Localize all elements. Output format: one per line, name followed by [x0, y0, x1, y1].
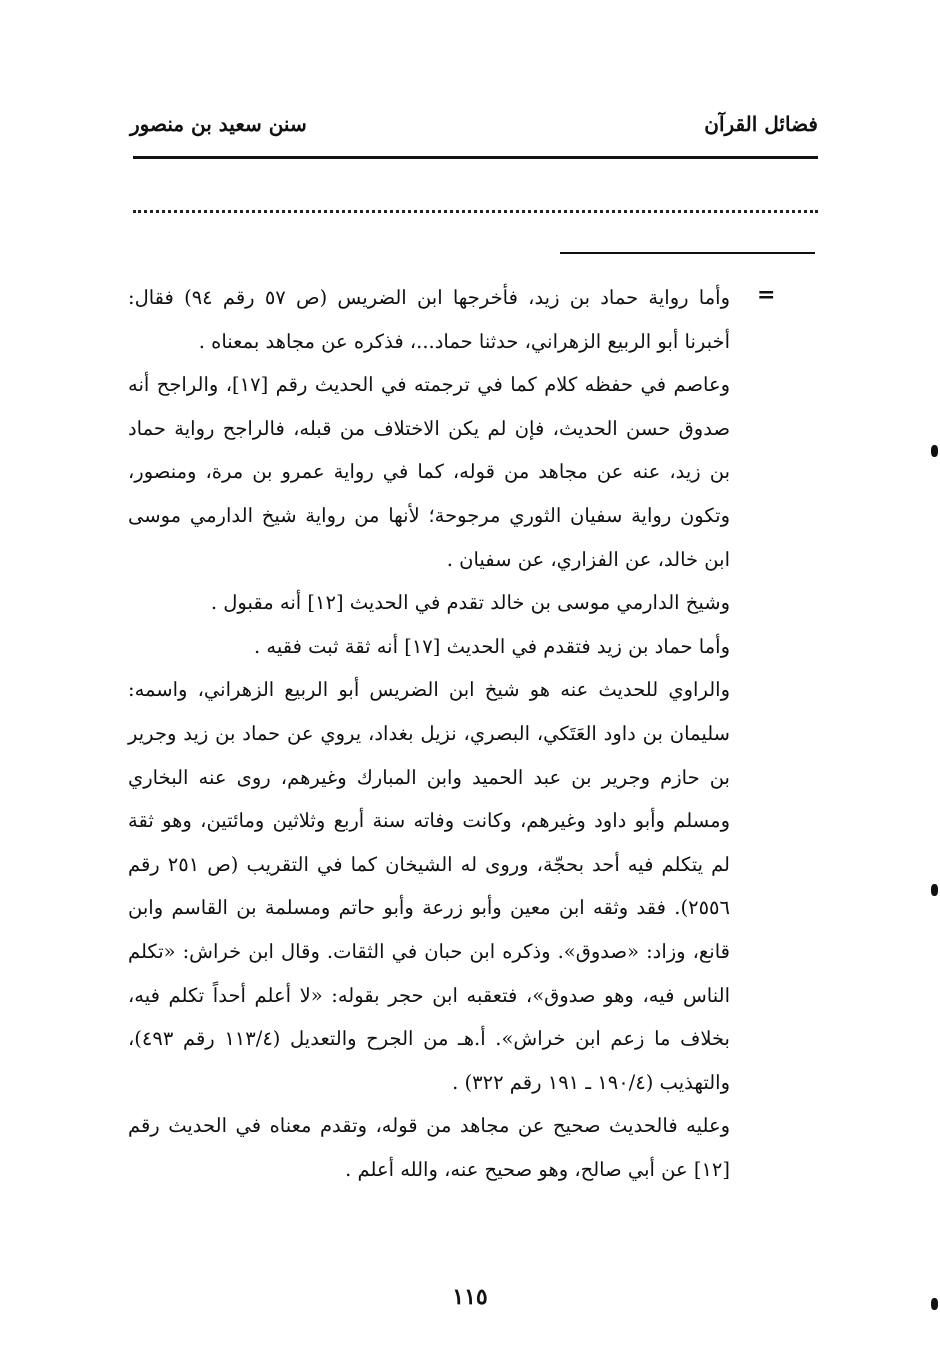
running-header [130, 112, 818, 146]
scan-margin-mark [931, 1298, 938, 1310]
scan-margin-mark [931, 884, 938, 896]
footnote-paragraph: وعاصم في حفظه كلام كما في ترجمته في الحديث رقم [١٧]، والراجح أنه صدوق حسن الحديث، فإن لم يكن الاختلاف من قبله، فالراجح رواية حماد بن زيد، عنه عن مجاهد من قوله، كما في رواية عمرو بن مرة، ومنصور، وتكون رواية سفيان الثوري مرجوحة؛ لأنها من رواية شيخ الدارمي موسى ابن خالد، عن الفزاري، عن سفيان . [128, 373, 730, 571]
header-book-title: سنن سعيد بن منصور [130, 112, 307, 136]
footnote-continuation-mark: = [757, 282, 776, 308]
scan-margin-mark [931, 445, 938, 457]
footnote-paragraph: وعليه فالحديث صحيح عن مجاهد من قوله، وتقدم معناه في الحديث رقم [١٢] عن أبي صالح، وهو صحيح عنه، والله أعلم . [128, 1114, 730, 1181]
page-number: ١١٥ [452, 1284, 488, 1310]
footnote-paragraph: والراوي للحديث عنه هو شيخ ابن الضريس أبو الربيع الزهراني، واسمه: سليمان بن داود العَتَكي، البصري، نزيل بغداد، يروي عن حماد بن زيد وجرير بن حازم وجرير بن عبد الحميد وابن المبارك وغيرهم، روى عنه البخاري ومسلم وأبو داود وغيرهم، وكانت وفاته سنة أربع وثلاثين ومائتين، وهو ثقة لم يتكلم فيه أحد بحجّة، وروى له الشيخان كما في التقريب (ص ٢٥١ رقم ٢٥٥٦). فقد وثقه ابن معين وأبو زرعة وأبو حاتم ومسلمة بن القاسم وابن قانع، وزاد: «صدوق». وذكره ابن حبان في الثقات. وقال ابن خراش: «تكلم الناس فيه، وهو صدوق»، فتعقبه ابن حجر بقوله: «لا أعلم أحداً تكلم فيه، بخلاف ما زعم ابن خراش». أ.هـ من الجرح والتعديل (١١٣/٤ رقم ٤٩٣)، والتهذيب (١٩٠/٤ ـ ١٩١ رقم ٣٢٢) . [128, 678, 730, 1094]
footnote-paragraph: وشيخ الدارمي موسى بن خالد تقدم في الحديث [١٢] أنه مقبول . [210, 591, 730, 615]
footnote-rule [560, 252, 815, 254]
header-rule [133, 156, 818, 159]
footnote-paragraph: وأما رواية حماد بن زيد، فأخرجها ابن الضريس (ص ٥٧ رقم ٩٤) فقال: أخبرنا أبو الربيع الزهراني، حدثنا حماد...، فذكره عن مجاهد بمعناه . [128, 286, 730, 353]
header-chapter-title: فضائل القرآن [704, 112, 818, 136]
footnote-text [128, 276, 730, 1191]
dotted-separator [133, 210, 818, 213]
footnote-paragraph: وأما حماد بن زيد فتقدم في الحديث [١٧] أنه ثقة ثبت فقيه . [253, 634, 730, 658]
